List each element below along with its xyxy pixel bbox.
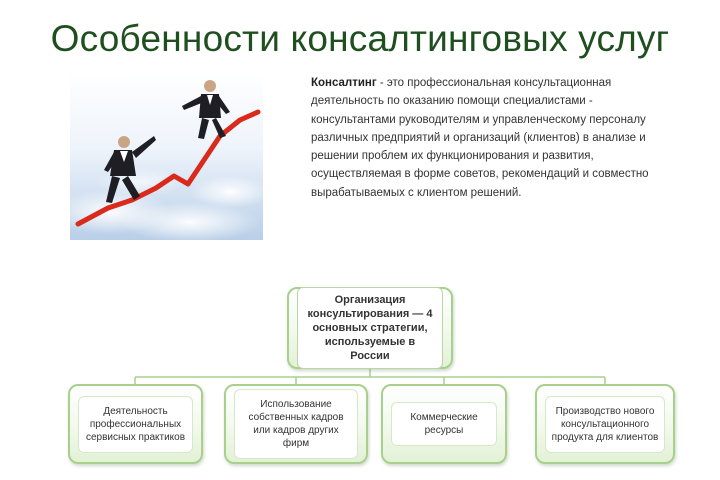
diagram-child-node-4 bbox=[535, 384, 675, 464]
diagram-root-label: Организация консультирования — 4 основных стратегии, используемые в России bbox=[297, 287, 443, 369]
diagram-child-label-2: Использование собственных кадров или кадров других фирм bbox=[234, 389, 358, 459]
diagram-child-node-1 bbox=[68, 384, 203, 464]
slide-title: Особенности консалтинговых услуг bbox=[50, 18, 670, 59]
diagram-child-node-2 bbox=[224, 384, 368, 464]
diagram-child-node-3 bbox=[381, 384, 507, 464]
definition-term: Консалтинг bbox=[311, 77, 377, 89]
diagram-child-label-3: Коммерческие ресурсы bbox=[391, 402, 497, 446]
diagram-child-label-4: Производство нового консультационного продукта для клиентов bbox=[545, 396, 665, 453]
diagram-child-label-1: Деятельность профессиональных сервисных практиков bbox=[78, 396, 193, 453]
definition-text: - это профессиональная консультационная деятельность по оказанию помощи специалистами - консультантами руководителям и управленческому персоналу различных предприятий и организаций (клиентов) в анализе и решении проблем их функционирования и развития, осуществляемая в форме советов, рекомендаций и совместно вырабатываемых с клиентом решений. bbox=[311, 77, 649, 199]
diagram-root-node bbox=[287, 287, 453, 369]
